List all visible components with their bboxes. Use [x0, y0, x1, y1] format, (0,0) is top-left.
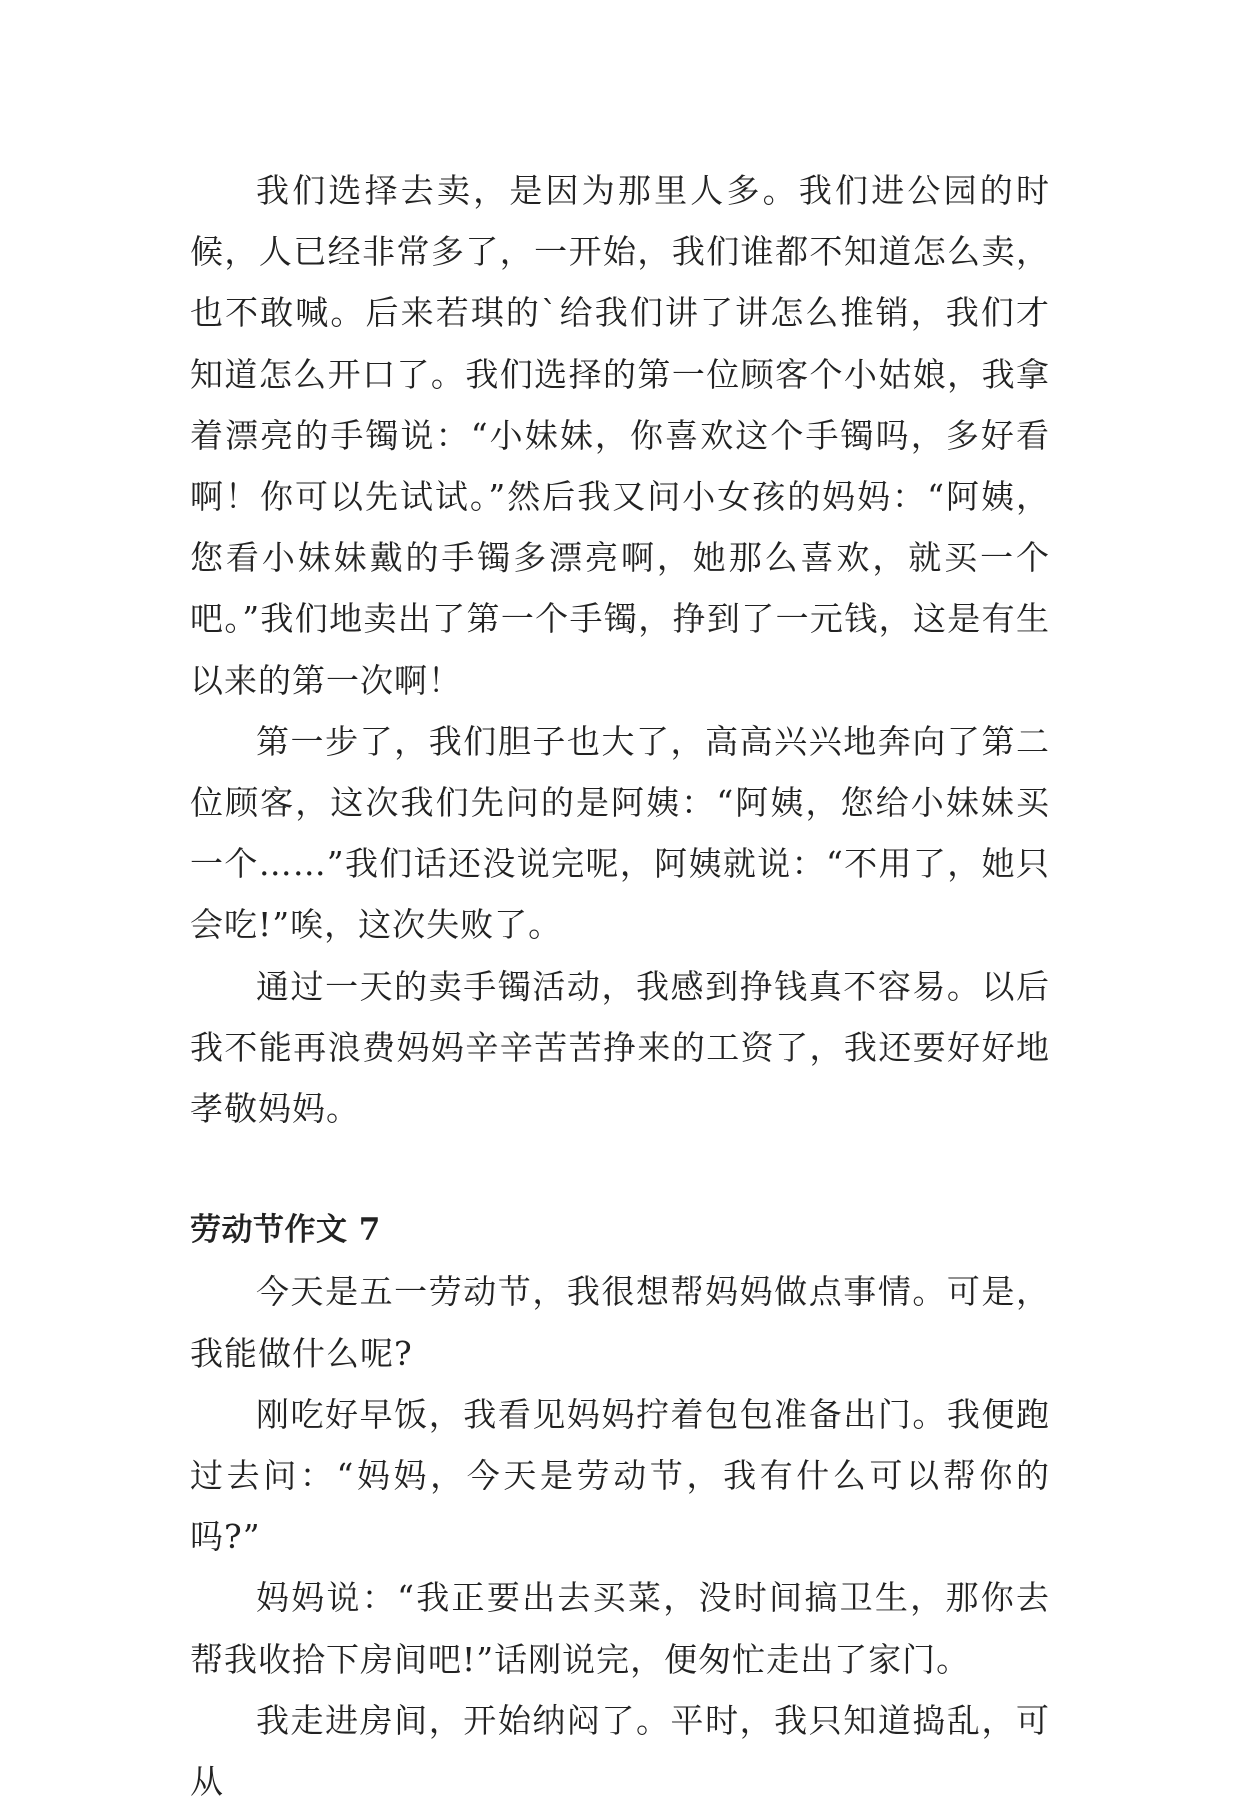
section-title: 劳动节作文 7	[190, 1212, 381, 1249]
paragraph-labor-day-intro: 今天是五一劳动节，我很想帮妈妈做点事情。可是，我能做什么呢?	[190, 1272, 1050, 1373]
paragraph-breakfast: 刚吃好早饭，我看见妈妈拧着包包准备出门。我便跑过去问：“妈妈，今天是劳动节，我有什么可以帮你的吗?”	[190, 1394, 1050, 1557]
document-body	[190, 160, 1050, 1812]
paragraph-mom-reply: 妈妈说：“我正要出去买菜，没时间搞卫生，那你去帮我收拾下房间吧!”话刚说完，便匆忙走出了家门。	[190, 1578, 1050, 1679]
paragraph-room: 我走进房间，开始纳闷了。平时，我只知道捣乱，可从	[190, 1700, 1050, 1802]
paragraph-selling-bracelets: 我们选择去卖，是因为那里人多。我们进公园的时候，人已经非常多了，一开始，我们谁都不知道怎么卖，也不敢喊。后来若琪的`给我们讲了讲怎么推销，我们才知道怎么开口了。我们选择的第一位顾客个小姑娘，我拿着漂亮的手镯说：“小妹妹，你喜欢这个手镯吗，多好看啊！你可以先试试。”然后我又问小女孩的妈妈：“阿姨，您看小妹妹戴的手镯多漂亮啊，她那么喜欢，就买一个吧。”我们地卖出了第一个手镯，挣到了一元钱，这是有生以来的第一次啊！	[190, 171, 1050, 700]
paragraph-reflection: 通过一天的卖手镯活动，我感到挣钱真不容易。以后我不能再浪费妈妈辛辛苦苦挣来的工资了，我还要好好地孝敬妈妈。	[190, 966, 1050, 1129]
paragraph-second-customer: 第一步了，我们胆子也大了，高高兴兴地奔向了第二位顾客，这次我们先问的是阿姨：“阿姨，您给小妹妹买一个……”我们话还没说完呢，阿姨就说：“不用了，她只会吃!”唉，这次失败了。	[190, 721, 1050, 945]
